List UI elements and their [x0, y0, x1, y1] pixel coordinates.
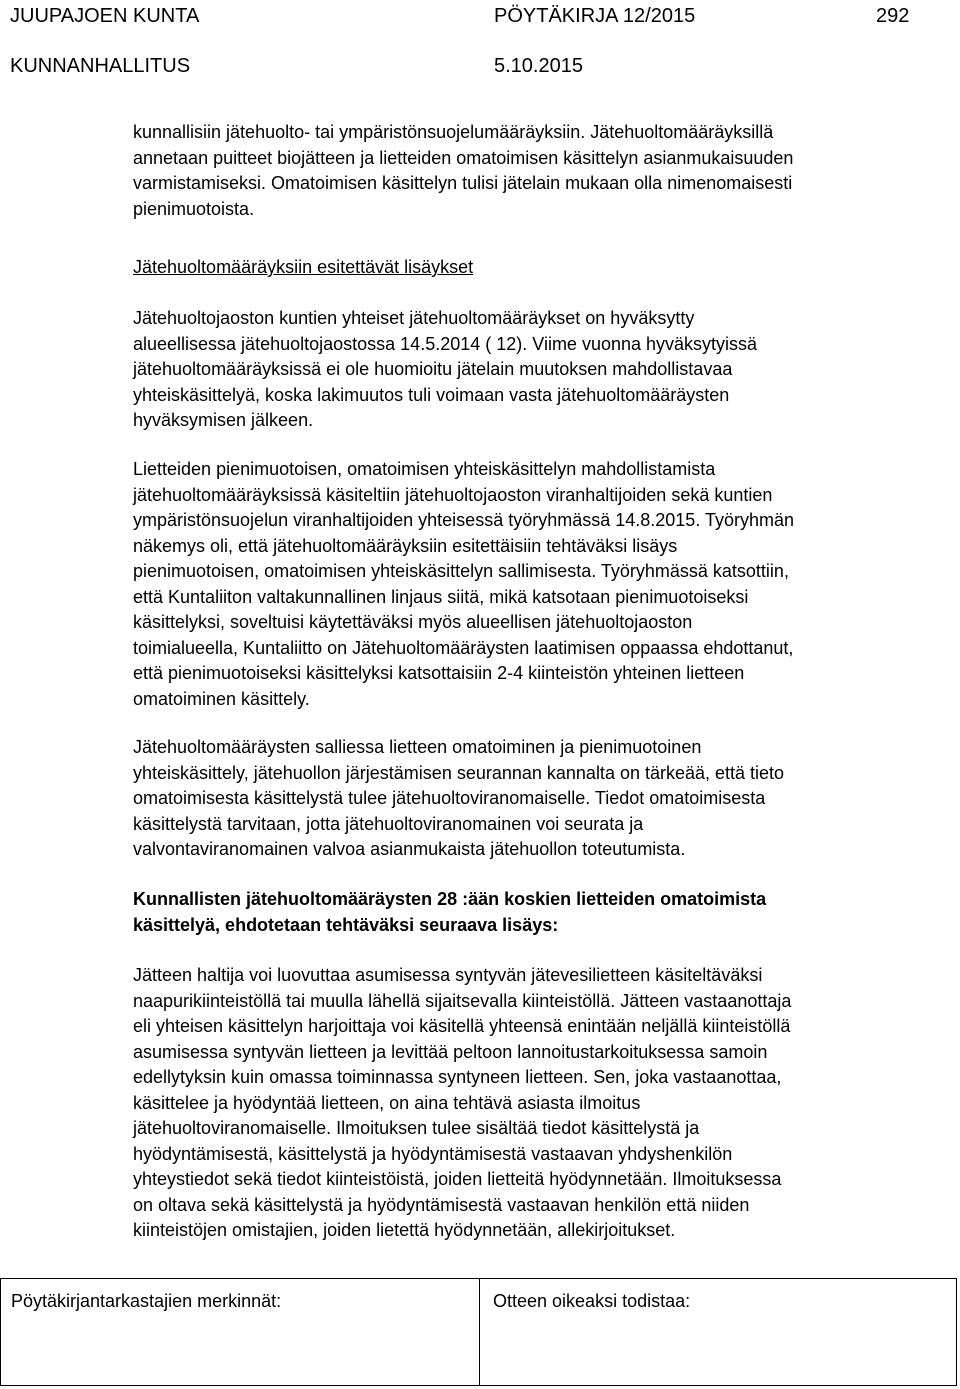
document-title: PÖYTÄKIRJA 12/2015 — [494, 5, 696, 27]
page-number: 292 — [876, 5, 910, 27]
text-line: asumisessa syntyvän lietteen ja levittää peltoon lannoitustarkoituksessa samoin — [133, 1041, 768, 1062]
text-line: annetaan puitteet biojätteen ja lietteiden omatoimisen käsittelyn asianmukaisuuden — [133, 147, 794, 168]
text-line: kunnallisiin jätehuolto- tai ympäristönsuojelumääräyksiin. Jätehuoltomääräyksillä — [133, 122, 774, 142]
workgroup-paragraph — [133, 457, 943, 712]
text-line: jätehuoltomääräyksissä ei ole huomioitu jätelain muutoksen mahdollistavaa — [133, 359, 733, 379]
text-line: käsittelystä tarvitaan, jotta jätehuoltoviranomainen voi seurata ja — [133, 813, 644, 834]
organization-name: JUUPAJOEN KUNTA — [10, 5, 200, 27]
text-line: käsittelyksi, soveltuisi käytettäväksi myös alueellisen jätehuoltojaoston — [133, 612, 693, 632]
text-line: naapurikiinteistöllä tai muulla lähellä sijaitsevalla kiinteistöllä. Jätteen vastaanottaja — [133, 990, 792, 1011]
text-line: Kunnallisten jätehuoltomääräysten 28 :ään koskien lietteiden omatoimista — [133, 889, 767, 909]
reviewers-notes-label: Pöytäkirjantarkastajien merkinnät: — [11, 1291, 282, 1311]
text-line: eli yhteisen käsittelyn harjoittaja voi käsitellä yhteensä enintään neljällä kiinteistöllä — [133, 1016, 791, 1036]
text-line: Jätehuoltomääräysten salliessa lietteen omatoiminen ja pienimuotoinen — [133, 737, 702, 757]
text-line: että pienimuotoiseksi käsittelyksi katsottaisiin 2-4 kiinteistön yhteinen lietteen — [133, 663, 745, 683]
text-line: hyödyntämisestä, käsittelystä ja hyödyntämisestä vastaavan yhdyshenkilön — [133, 1143, 733, 1164]
text-line: käsittelyä, ehdotetaan tehtäväksi seuraava lisäys: — [133, 914, 559, 935]
text-line: käsittelee ja hyödyntää lietteen, on aina tehtävä asiasta ilmoitus — [133, 1092, 641, 1113]
signature-box — [0, 1278, 957, 1386]
text-line: kiinteistöjen omistajien, joiden lietettä hyödynnetään, allekirjoitukset. — [133, 1220, 676, 1240]
text-line: jätehuoltomääräyksissä käsiteltiin jätehuoltojaoston viranhaltijoiden sekä kuntien — [133, 484, 773, 505]
text-line: yhteiskäsittelyä, koska lakimuutos tuli voimaan vasta jätehuoltomääräysten — [133, 384, 730, 405]
text-line: on oltava sekä käsittelystä ja hyödyntämisestä vastaavan henkilön että niiden — [133, 1194, 750, 1215]
text-line: että Kuntaliiton valtakunnallinen linjaus siitä, mikä katsotaan pienimuotoiseksi — [133, 586, 749, 607]
proposal-heading — [133, 887, 943, 938]
text-line: omatoiminen käsittely. — [133, 688, 310, 709]
text-line: Jätteen haltija voi luovuttaa asumisessa syntyvän jätevesilietteen käsiteltäväksi — [133, 965, 763, 985]
text-line: varmistamiseksi. Omatoimisen käsittelyn tulisi jätelain mukaan olla nimenomaisesti — [133, 173, 793, 193]
text-line: omatoimisesta käsittelystä tulee jätehuoltoviranomaiselle. Tiedot omatoimisesta — [133, 788, 766, 808]
monitoring-paragraph — [133, 735, 943, 863]
subheading-text: Jätehuoltomääräyksiin esitettävät lisäykset — [133, 257, 474, 277]
text-line: hyväksymisen jälkeen. — [133, 410, 314, 430]
text-line: pienimuotoisen, omatoimisen yhteiskäsittelyn sallimisesta. Työryhmässä katsottiin, — [133, 561, 789, 581]
meeting-date: 5.10.2015 — [494, 55, 583, 77]
section-subheading — [133, 255, 943, 281]
text-line: Jätehuoltojaoston kuntien yhteiset jätehuoltomääräykset on hyväksytty — [133, 308, 695, 328]
text-line: näkemys oli, että jätehuoltomääräyksiin esitettäisiin tehtäväksi lisäys — [133, 535, 678, 556]
text-line: yhteystiedot sekä tiedot kiinteistöistä, joiden lietteitä hyödynnetään. Ilmoituksessa — [133, 1169, 782, 1189]
proposal-paragraph — [133, 963, 943, 1244]
approval-paragraph — [133, 306, 943, 434]
signature-box-divider — [479, 1279, 480, 1385]
text-line: Lietteiden pienimuotoisen, omatoimisen yhteiskäsittelyn mahdollistamista — [133, 459, 716, 479]
text-line: yhteiskäsittely, jätehuollon järjestämisen seurannan kannalta on tärkeää, että tieto — [133, 762, 785, 783]
text-line: pienimuotoista. — [133, 198, 255, 219]
text-line: alueellisessa jätehuoltojaostossa 14.5.2014 ( 12). Viime vuonna hyväksytyissä — [133, 333, 758, 354]
text-line: edellytyksin kuin omassa toiminnassa syntyneen lietteen. Sen, joka vastaanottaa, — [133, 1067, 782, 1087]
text-line: valvontaviranomainen valvoa asianmukaista jätehuollon toteutumista. — [133, 839, 686, 859]
certified-copy-label: Otteen oikeaksi todistaa: — [493, 1291, 691, 1311]
text-line: toimialueella, Kuntaliitto on Jätehuoltomääräysten laatimisen oppaassa ehdottanut, — [133, 637, 794, 658]
text-line: jätehuoltoviranomaiselle. Ilmoituksen tulee sisältää tiedot käsittelystä ja — [133, 1118, 700, 1138]
governing-body: KUNNANHALLITUS — [10, 55, 191, 77]
intro-paragraph — [133, 120, 943, 222]
text-line: ympäristönsuojelun viranhaltijoiden yhteisessä työryhmässä 14.8.2015. Työryhmän — [133, 510, 795, 530]
